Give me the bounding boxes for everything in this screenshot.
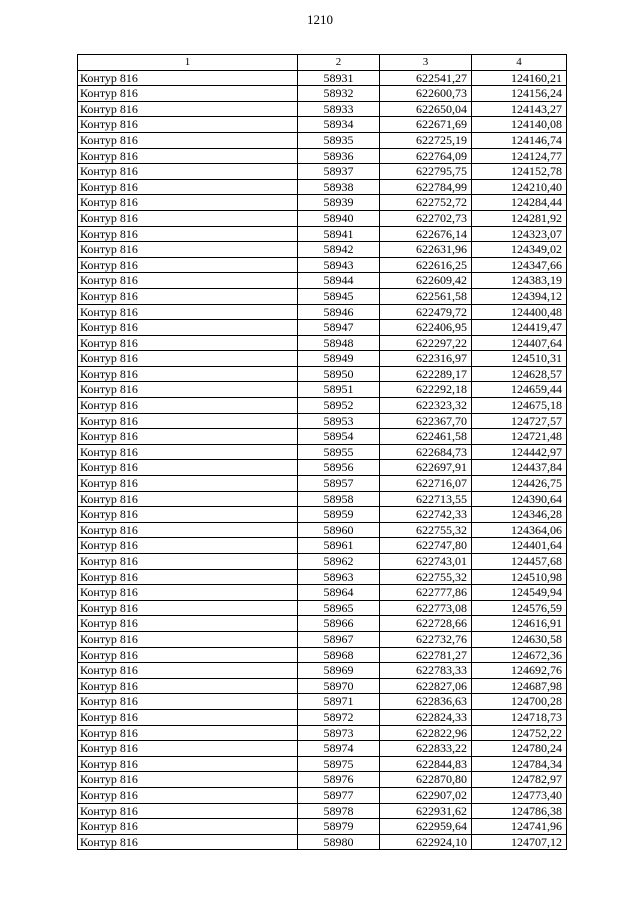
point-number-cell: 58945 <box>298 288 380 304</box>
point-number-cell: 58967 <box>298 631 380 647</box>
table-row <box>78 631 567 647</box>
x-coordinate-cell: 622752,72 <box>380 195 472 211</box>
x-coordinate-cell: 622783,33 <box>380 663 472 679</box>
y-coordinate-cell: 124346,28 <box>472 507 567 523</box>
point-number-cell: 58974 <box>298 741 380 757</box>
contour-name-cell: Контур 816 <box>78 132 298 148</box>
x-coordinate-cell: 622297,22 <box>380 335 472 351</box>
point-number-cell: 58933 <box>298 101 380 117</box>
contour-name-cell: Контур 816 <box>78 257 298 273</box>
table-row <box>78 288 567 304</box>
x-coordinate-cell: 622907,02 <box>380 787 472 803</box>
contour-name-cell: Контур 816 <box>78 288 298 304</box>
page-number: 1210 <box>307 12 333 27</box>
table-body <box>78 55 567 850</box>
point-number-cell: 58964 <box>298 585 380 601</box>
x-coordinate-cell: 622702,73 <box>380 210 472 226</box>
x-coordinate-cell: 622631,96 <box>380 242 472 258</box>
table-row <box>78 398 567 414</box>
contour-name-cell: Контур 816 <box>78 538 298 554</box>
point-number-cell: 58980 <box>298 834 380 850</box>
contour-name-cell: Контур 816 <box>78 242 298 258</box>
point-number-cell: 58962 <box>298 554 380 570</box>
contour-name-cell: Контур 816 <box>78 787 298 803</box>
contour-name-cell: Контур 816 <box>78 460 298 476</box>
point-number-cell: 58961 <box>298 538 380 554</box>
x-coordinate-cell: 622713,55 <box>380 491 472 507</box>
y-coordinate-cell: 124782,97 <box>472 772 567 788</box>
x-coordinate-cell: 622784,99 <box>380 179 472 195</box>
table-row <box>78 70 567 86</box>
y-coordinate-cell: 124707,12 <box>472 834 567 850</box>
x-coordinate-cell: 622777,86 <box>380 585 472 601</box>
y-coordinate-cell: 124401,64 <box>472 538 567 554</box>
x-coordinate-cell: 622292,18 <box>380 382 472 398</box>
y-coordinate-cell: 124721,48 <box>472 429 567 445</box>
table-row <box>78 554 567 570</box>
table-row <box>78 694 567 710</box>
contour-name-cell: Контур 816 <box>78 429 298 445</box>
y-coordinate-cell: 124510,31 <box>472 351 567 367</box>
y-coordinate-cell: 124786,38 <box>472 803 567 819</box>
y-coordinate-cell: 124692,76 <box>472 663 567 679</box>
x-coordinate-cell: 622822,96 <box>380 725 472 741</box>
y-coordinate-cell: 124687,98 <box>472 678 567 694</box>
y-coordinate-cell: 124773,40 <box>472 787 567 803</box>
column-header: 4 <box>472 55 567 71</box>
table-row <box>78 86 567 102</box>
table-row <box>78 491 567 507</box>
point-number-cell: 58963 <box>298 569 380 585</box>
table-row <box>78 148 567 164</box>
y-coordinate-cell: 124457,68 <box>472 554 567 570</box>
contour-name-cell: Контур 816 <box>78 148 298 164</box>
contour-name-cell: Контур 816 <box>78 117 298 133</box>
table-row <box>78 413 567 429</box>
point-number-cell: 58947 <box>298 320 380 336</box>
y-coordinate-cell: 124752,22 <box>472 725 567 741</box>
contour-name-cell: Контур 816 <box>78 86 298 102</box>
point-number-cell: 58939 <box>298 195 380 211</box>
contour-name-cell: Контур 816 <box>78 647 298 663</box>
coordinates-table <box>77 54 567 850</box>
contour-name-cell: Контур 816 <box>78 663 298 679</box>
point-number-cell: 58940 <box>298 210 380 226</box>
x-coordinate-cell: 622406,95 <box>380 320 472 336</box>
y-coordinate-cell: 124210,40 <box>472 179 567 195</box>
point-number-cell: 58957 <box>298 476 380 492</box>
y-coordinate-cell: 124419,47 <box>472 320 567 336</box>
contour-name-cell: Контур 816 <box>78 709 298 725</box>
point-number-cell: 58953 <box>298 413 380 429</box>
x-coordinate-cell: 622289,17 <box>380 366 472 382</box>
y-coordinate-cell: 124549,94 <box>472 585 567 601</box>
table-row <box>78 257 567 273</box>
point-number-cell: 58969 <box>298 663 380 679</box>
point-number-cell: 58968 <box>298 647 380 663</box>
y-coordinate-cell: 124156,24 <box>472 86 567 102</box>
contour-name-cell: Контур 816 <box>78 834 298 850</box>
x-coordinate-cell: 622732,76 <box>380 631 472 647</box>
table-row <box>78 304 567 320</box>
y-coordinate-cell: 124437,84 <box>472 460 567 476</box>
table-row <box>78 834 567 850</box>
point-number-cell: 58941 <box>298 226 380 242</box>
x-coordinate-cell: 622931,62 <box>380 803 472 819</box>
column-header: 2 <box>298 55 380 71</box>
y-coordinate-cell: 124718,73 <box>472 709 567 725</box>
y-coordinate-cell: 124659,44 <box>472 382 567 398</box>
table-header-row <box>78 55 567 71</box>
table-row <box>78 117 567 133</box>
contour-name-cell: Контур 816 <box>78 803 298 819</box>
table-row <box>78 819 567 835</box>
x-coordinate-cell: 622697,91 <box>380 460 472 476</box>
y-coordinate-cell: 124143,27 <box>472 101 567 117</box>
y-coordinate-cell: 124510,98 <box>472 569 567 585</box>
x-coordinate-cell: 622755,32 <box>380 522 472 538</box>
y-coordinate-cell: 124784,34 <box>472 756 567 772</box>
contour-name-cell: Контур 816 <box>78 491 298 507</box>
contour-name-cell: Контур 816 <box>78 382 298 398</box>
table-row <box>78 616 567 632</box>
point-number-cell: 58956 <box>298 460 380 476</box>
contour-name-cell: Контур 816 <box>78 304 298 320</box>
x-coordinate-cell: 622600,73 <box>380 86 472 102</box>
point-number-cell: 58931 <box>298 70 380 86</box>
contour-name-cell: Контур 816 <box>78 226 298 242</box>
y-coordinate-cell: 124675,18 <box>472 398 567 414</box>
table-row <box>78 179 567 195</box>
table-row <box>78 772 567 788</box>
point-number-cell: 58932 <box>298 86 380 102</box>
contour-name-cell: Контур 816 <box>78 569 298 585</box>
contour-name-cell: Контур 816 <box>78 756 298 772</box>
table-row <box>78 273 567 289</box>
contour-name-cell: Контур 816 <box>78 179 298 195</box>
y-coordinate-cell: 124426,75 <box>472 476 567 492</box>
contour-name-cell: Контур 816 <box>78 444 298 460</box>
point-number-cell: 58958 <box>298 491 380 507</box>
y-coordinate-cell: 124160,21 <box>472 70 567 86</box>
point-number-cell: 58979 <box>298 819 380 835</box>
table-row <box>78 569 567 585</box>
point-number-cell: 58970 <box>298 678 380 694</box>
y-coordinate-cell: 124347,66 <box>472 257 567 273</box>
table-row <box>78 756 567 772</box>
x-coordinate-cell: 622836,63 <box>380 694 472 710</box>
table-row <box>78 195 567 211</box>
x-coordinate-cell: 622479,72 <box>380 304 472 320</box>
y-coordinate-cell: 124727,57 <box>472 413 567 429</box>
y-coordinate-cell: 124364,06 <box>472 522 567 538</box>
point-number-cell: 58976 <box>298 772 380 788</box>
table-row <box>78 678 567 694</box>
point-number-cell: 58942 <box>298 242 380 258</box>
contour-name-cell: Контур 816 <box>78 616 298 632</box>
y-coordinate-cell: 124323,07 <box>472 226 567 242</box>
point-number-cell: 58936 <box>298 148 380 164</box>
table-row <box>78 741 567 757</box>
y-coordinate-cell: 124390,64 <box>472 491 567 507</box>
table-row <box>78 803 567 819</box>
point-number-cell: 58944 <box>298 273 380 289</box>
x-coordinate-cell: 622795,75 <box>380 164 472 180</box>
table-row <box>78 320 567 336</box>
contour-name-cell: Контур 816 <box>78 600 298 616</box>
x-coordinate-cell: 622755,32 <box>380 569 472 585</box>
x-coordinate-cell: 622781,27 <box>380 647 472 663</box>
y-coordinate-cell: 124700,28 <box>472 694 567 710</box>
x-coordinate-cell: 622367,70 <box>380 413 472 429</box>
table-row <box>78 460 567 476</box>
table-row <box>78 444 567 460</box>
y-coordinate-cell: 124152,78 <box>472 164 567 180</box>
y-coordinate-cell: 124407,64 <box>472 335 567 351</box>
x-coordinate-cell: 622747,80 <box>380 538 472 554</box>
table-row <box>78 366 567 382</box>
table-row <box>78 709 567 725</box>
contour-name-cell: Контур 816 <box>78 678 298 694</box>
x-coordinate-cell: 622671,69 <box>380 117 472 133</box>
x-coordinate-cell: 622461,58 <box>380 429 472 445</box>
contour-name-cell: Контур 816 <box>78 210 298 226</box>
table-row <box>78 335 567 351</box>
contour-name-cell: Контур 816 <box>78 476 298 492</box>
y-coordinate-cell: 124780,24 <box>472 741 567 757</box>
point-number-cell: 58966 <box>298 616 380 632</box>
y-coordinate-cell: 124124,77 <box>472 148 567 164</box>
y-coordinate-cell: 124284,44 <box>472 195 567 211</box>
x-coordinate-cell: 622833,22 <box>380 741 472 757</box>
contour-name-cell: Контур 816 <box>78 741 298 757</box>
x-coordinate-cell: 622725,19 <box>380 132 472 148</box>
y-coordinate-cell: 124394,12 <box>472 288 567 304</box>
y-coordinate-cell: 124383,19 <box>472 273 567 289</box>
table-row <box>78 101 567 117</box>
point-number-cell: 58965 <box>298 600 380 616</box>
contour-name-cell: Контур 816 <box>78 772 298 788</box>
point-number-cell: 58950 <box>298 366 380 382</box>
point-number-cell: 58937 <box>298 164 380 180</box>
table-row <box>78 663 567 679</box>
y-coordinate-cell: 124616,91 <box>472 616 567 632</box>
x-coordinate-cell: 622742,33 <box>380 507 472 523</box>
table-row <box>78 164 567 180</box>
y-coordinate-cell: 124442,97 <box>472 444 567 460</box>
point-number-cell: 58952 <box>298 398 380 414</box>
y-coordinate-cell: 124628,57 <box>472 366 567 382</box>
table-row <box>78 522 567 538</box>
y-coordinate-cell: 124576,59 <box>472 600 567 616</box>
x-coordinate-cell: 622323,32 <box>380 398 472 414</box>
y-coordinate-cell: 124400,48 <box>472 304 567 320</box>
x-coordinate-cell: 622561,58 <box>380 288 472 304</box>
point-number-cell: 58934 <box>298 117 380 133</box>
x-coordinate-cell: 622743,01 <box>380 554 472 570</box>
x-coordinate-cell: 622650,04 <box>380 101 472 117</box>
table-row <box>78 242 567 258</box>
point-number-cell: 58973 <box>298 725 380 741</box>
x-coordinate-cell: 622684,73 <box>380 444 472 460</box>
contour-name-cell: Контур 816 <box>78 273 298 289</box>
contour-name-cell: Контур 816 <box>78 164 298 180</box>
x-coordinate-cell: 622924,10 <box>380 834 472 850</box>
point-number-cell: 58949 <box>298 351 380 367</box>
x-coordinate-cell: 622541,27 <box>380 70 472 86</box>
x-coordinate-cell: 622764,09 <box>380 148 472 164</box>
y-coordinate-cell: 124349,02 <box>472 242 567 258</box>
y-coordinate-cell: 124672,36 <box>472 647 567 663</box>
x-coordinate-cell: 622827,06 <box>380 678 472 694</box>
x-coordinate-cell: 622728,66 <box>380 616 472 632</box>
point-number-cell: 58959 <box>298 507 380 523</box>
x-coordinate-cell: 622870,80 <box>380 772 472 788</box>
table-row <box>78 538 567 554</box>
table-row <box>78 585 567 601</box>
x-coordinate-cell: 622316,97 <box>380 351 472 367</box>
contour-name-cell: Контур 816 <box>78 522 298 538</box>
point-number-cell: 58951 <box>298 382 380 398</box>
table-row <box>78 725 567 741</box>
table-row <box>78 351 567 367</box>
point-number-cell: 58977 <box>298 787 380 803</box>
x-coordinate-cell: 622676,14 <box>380 226 472 242</box>
table-row <box>78 507 567 523</box>
table-row <box>78 647 567 663</box>
y-coordinate-cell: 124741,96 <box>472 819 567 835</box>
contour-name-cell: Контур 816 <box>78 631 298 647</box>
table-row <box>78 600 567 616</box>
table-row <box>78 429 567 445</box>
y-coordinate-cell: 124146,74 <box>472 132 567 148</box>
y-coordinate-cell: 124630,58 <box>472 631 567 647</box>
contour-name-cell: Контур 816 <box>78 554 298 570</box>
y-coordinate-cell: 124140,08 <box>472 117 567 133</box>
table-row <box>78 210 567 226</box>
x-coordinate-cell: 622616,25 <box>380 257 472 273</box>
contour-name-cell: Контур 816 <box>78 366 298 382</box>
point-number-cell: 58946 <box>298 304 380 320</box>
point-number-cell: 58954 <box>298 429 380 445</box>
contour-name-cell: Контур 816 <box>78 335 298 351</box>
x-coordinate-cell: 622716,07 <box>380 476 472 492</box>
contour-name-cell: Контур 816 <box>78 507 298 523</box>
x-coordinate-cell: 622773,08 <box>380 600 472 616</box>
table-row <box>78 382 567 398</box>
contour-name-cell: Контур 816 <box>78 195 298 211</box>
point-number-cell: 58972 <box>298 709 380 725</box>
contour-name-cell: Контур 816 <box>78 725 298 741</box>
table-row <box>78 787 567 803</box>
point-number-cell: 58975 <box>298 756 380 772</box>
contour-name-cell: Контур 816 <box>78 413 298 429</box>
column-header: 1 <box>78 55 298 71</box>
x-coordinate-cell: 622844,83 <box>380 756 472 772</box>
contour-name-cell: Контур 816 <box>78 398 298 414</box>
point-number-cell: 58943 <box>298 257 380 273</box>
column-header: 3 <box>380 55 472 71</box>
contour-name-cell: Контур 816 <box>78 585 298 601</box>
contour-name-cell: Контур 816 <box>78 819 298 835</box>
contour-name-cell: Контур 816 <box>78 351 298 367</box>
contour-name-cell: Контур 816 <box>78 70 298 86</box>
point-number-cell: 58938 <box>298 179 380 195</box>
point-number-cell: 58960 <box>298 522 380 538</box>
y-coordinate-cell: 124281,92 <box>472 210 567 226</box>
point-number-cell: 58971 <box>298 694 380 710</box>
point-number-cell: 58978 <box>298 803 380 819</box>
table-row <box>78 132 567 148</box>
point-number-cell: 58955 <box>298 444 380 460</box>
contour-name-cell: Контур 816 <box>78 101 298 117</box>
x-coordinate-cell: 622959,64 <box>380 819 472 835</box>
contour-name-cell: Контур 816 <box>78 694 298 710</box>
x-coordinate-cell: 622609,42 <box>380 273 472 289</box>
x-coordinate-cell: 622824,33 <box>380 709 472 725</box>
table-row <box>78 476 567 492</box>
contour-name-cell: Контур 816 <box>78 320 298 336</box>
table-row <box>78 226 567 242</box>
point-number-cell: 58948 <box>298 335 380 351</box>
point-number-cell: 58935 <box>298 132 380 148</box>
